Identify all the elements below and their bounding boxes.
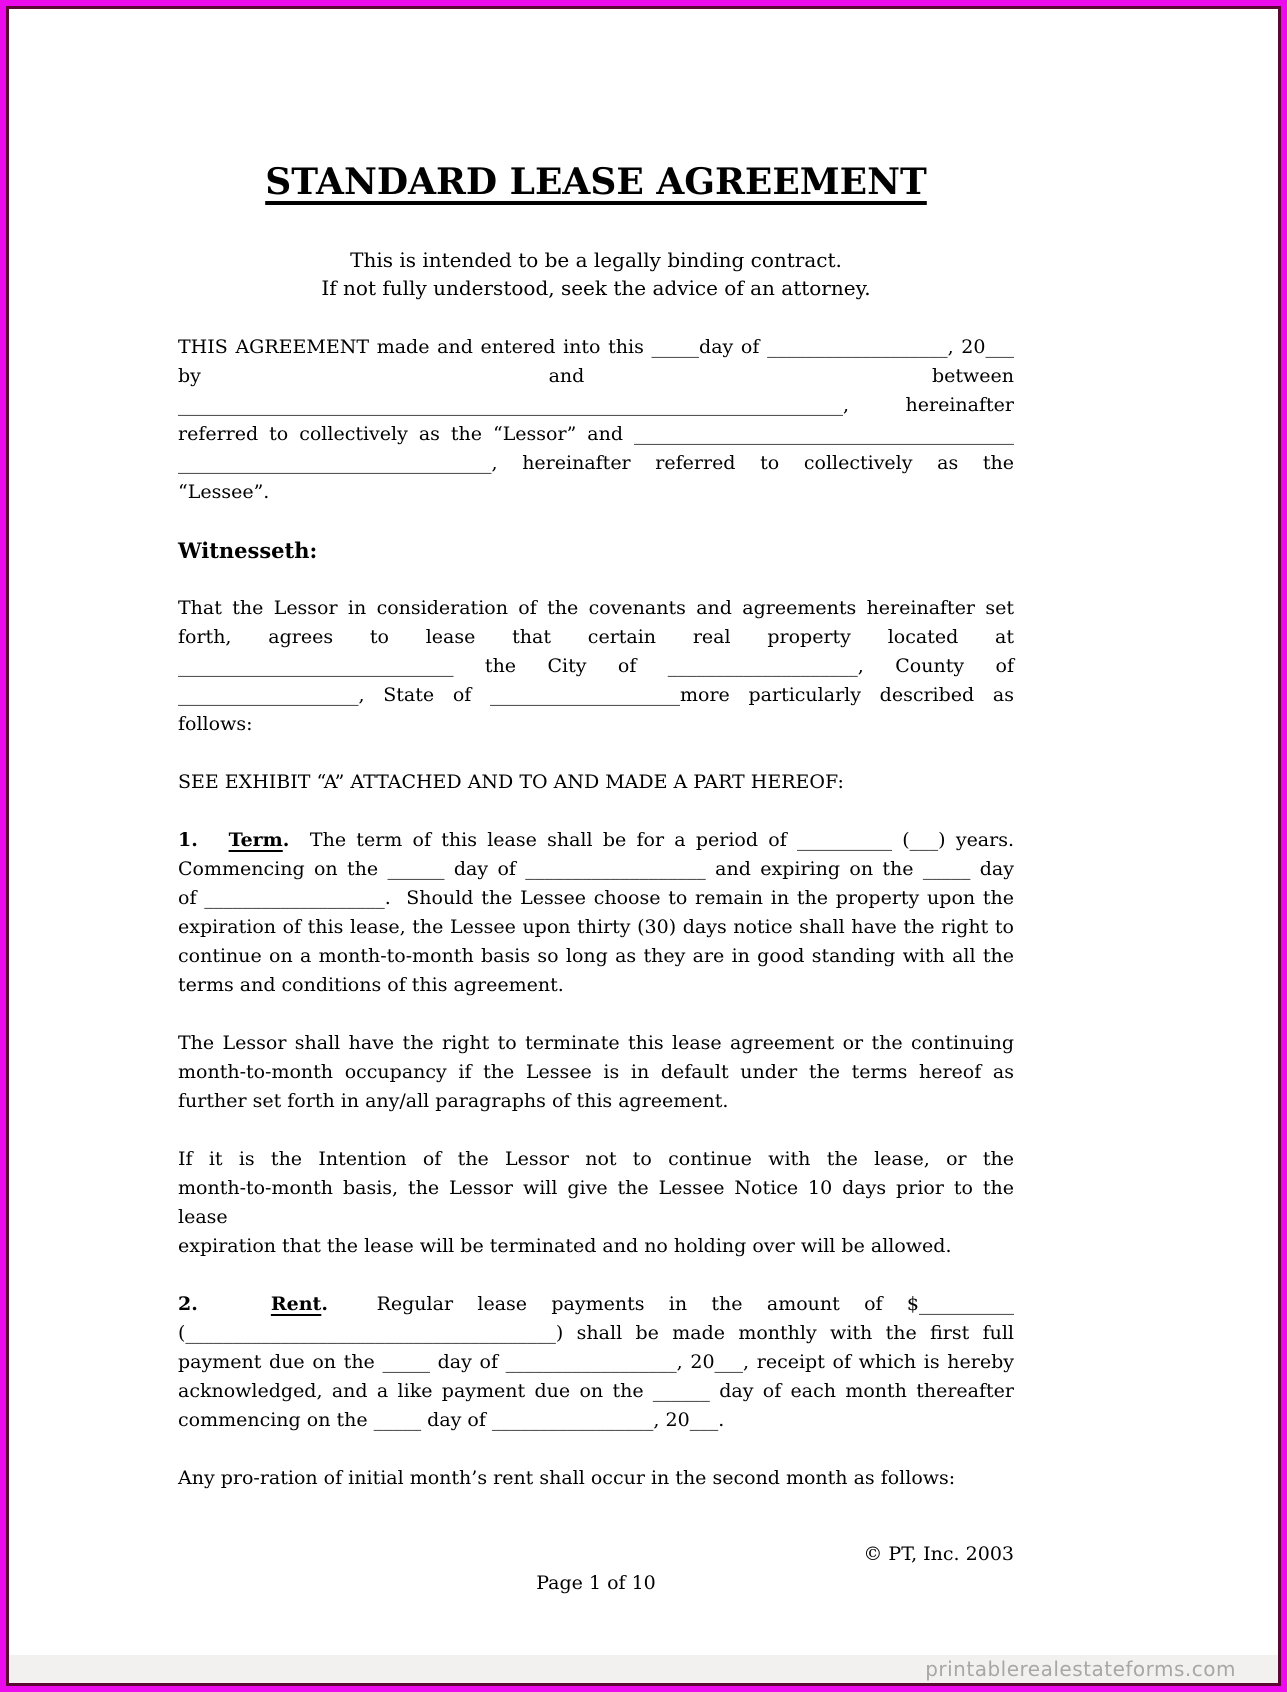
- document-body: [178, 333, 1021, 1493]
- document-line: by and between: [178, 365, 1014, 387]
- document-line: continue on a month-to-month basis so long as they are in good standing with all the: [178, 945, 1014, 967]
- document-line: forth, agrees to lease that certain real property located at: [178, 626, 1014, 648]
- document-line: 2. Rent. Regular lease payments in the amount of $__________: [178, 1293, 1014, 1315]
- document-line: further set forth in any/all paragraphs of this agreement.: [178, 1090, 729, 1112]
- document-line: acknowledged, and a like payment due on the ______ day of each month thereafter: [178, 1380, 1014, 1402]
- exhibit-line: [178, 768, 1014, 797]
- document-content: [178, 161, 1021, 1598]
- document-line: Commencing on the ______ day of ___________________ and expiring on the _____ day: [178, 858, 1014, 880]
- site-watermark-text: printablerealestateforms.com: [925, 1657, 1236, 1681]
- document-line: (_______________________________________) shall be made monthly with the first full: [178, 1322, 1014, 1344]
- document-line: THIS AGREEMENT made and entered into this _____day of ___________________, 20___: [178, 336, 1014, 358]
- document-line: If it is the Intention of the Lessor not to continue with the lease, or the: [178, 1148, 1014, 1170]
- document-line: The Lessor shall have the right to terminate this lease agreement or the continuing: [178, 1032, 1014, 1054]
- document-line: commencing on the _____ day of _________________, 20___.: [178, 1409, 725, 1431]
- witnesseth-heading: [178, 536, 1014, 565]
- document-line: SEE EXHIBIT “A” ATTACHED AND TO AND MADE A PART HEREOF:: [178, 771, 844, 793]
- document-page: [6, 6, 1281, 1686]
- document-line: month-to-month basis, the Lessor will give the Lessee Notice 10 days prior to the lease: [178, 1177, 1021, 1228]
- document-line: That the Lessor in consideration of the covenants and agreements hereinafter set: [178, 597, 1014, 619]
- document-line: 1. Term. The term of this lease shall be for a period of __________ (___) years.: [178, 829, 1015, 851]
- document-line: _________________________________, hereinafter referred to collectively as the: [178, 452, 1014, 474]
- document-line: follows:: [178, 713, 253, 735]
- subtitle-line: This is intended to be a legally binding contract.: [350, 248, 842, 272]
- document-line: expiration that the lease will be terminated and no holding over will be allowed.: [178, 1235, 952, 1257]
- proration-line: [178, 1464, 1014, 1493]
- document-line: Any pro-ration of initial month’s rent shall occur in the second month as follows:: [178, 1467, 956, 1489]
- document-line: of ___________________. Should the Lessee choose to remain in the property upon the: [178, 887, 1014, 909]
- document-line: ______________________________________________________________________, hereinafter: [178, 394, 1014, 416]
- document-line: terms and conditions of this agreement.: [178, 974, 564, 996]
- document-subtitle: [178, 246, 1014, 302]
- subtitle-line: If not fully understood, seek the advice of an attorney.: [321, 276, 871, 300]
- document-line: Witnesseth:: [178, 538, 318, 563]
- lease-expiration-notice-paragraph: [178, 1145, 1021, 1261]
- document-line: ___________________, State of ____________________more particularly described as: [178, 684, 1014, 706]
- document-line: _____________________________ the City of ____________________, County of: [178, 655, 1014, 677]
- site-watermark-bar: [9, 1655, 1278, 1683]
- document-line: month-to-month occupancy if the Lessee is in default under the terms hereof as: [178, 1061, 1014, 1083]
- termination-right-paragraph: [178, 1029, 1014, 1116]
- agreement-intro-paragraph: [178, 333, 1014, 507]
- copyright-notice: © PT, Inc. 2003: [863, 1543, 1014, 1565]
- page-number: Page 1 of 10: [536, 1572, 656, 1594]
- document-line: referred to collectively as the “Lessor” and ________________________________________: [178, 423, 1014, 445]
- document-line: expiration of this lease, the Lessee upon thirty (30) days notice shall have the right to: [178, 916, 1014, 938]
- document-line: payment due on the _____ day of __________________, 20___, receipt of which is hereby: [178, 1351, 1014, 1373]
- section-2-rent: [178, 1290, 1014, 1435]
- property-description-paragraph: [178, 594, 1014, 739]
- document-line: “Lessee”.: [178, 481, 270, 503]
- section-1-term: [178, 826, 1014, 1000]
- document-title: STANDARD LEASE AGREEMENT: [265, 161, 927, 203]
